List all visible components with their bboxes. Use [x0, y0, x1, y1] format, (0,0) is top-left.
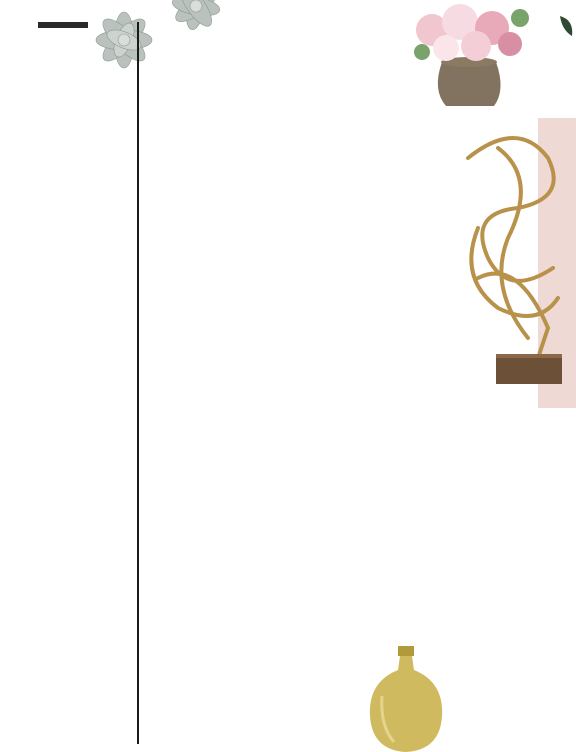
masthead-sidebar — [0, 0, 136, 752]
vertical-rule — [137, 22, 139, 744]
brass-sculpture-image — [458, 118, 576, 436]
legal-notice — [26, 548, 120, 556]
leaf-image — [558, 14, 576, 38]
glass-bottle-image — [364, 646, 448, 752]
contenido-label — [38, 22, 88, 28]
table-of-contents — [172, 64, 510, 70]
flower-vase-image — [402, 0, 532, 112]
